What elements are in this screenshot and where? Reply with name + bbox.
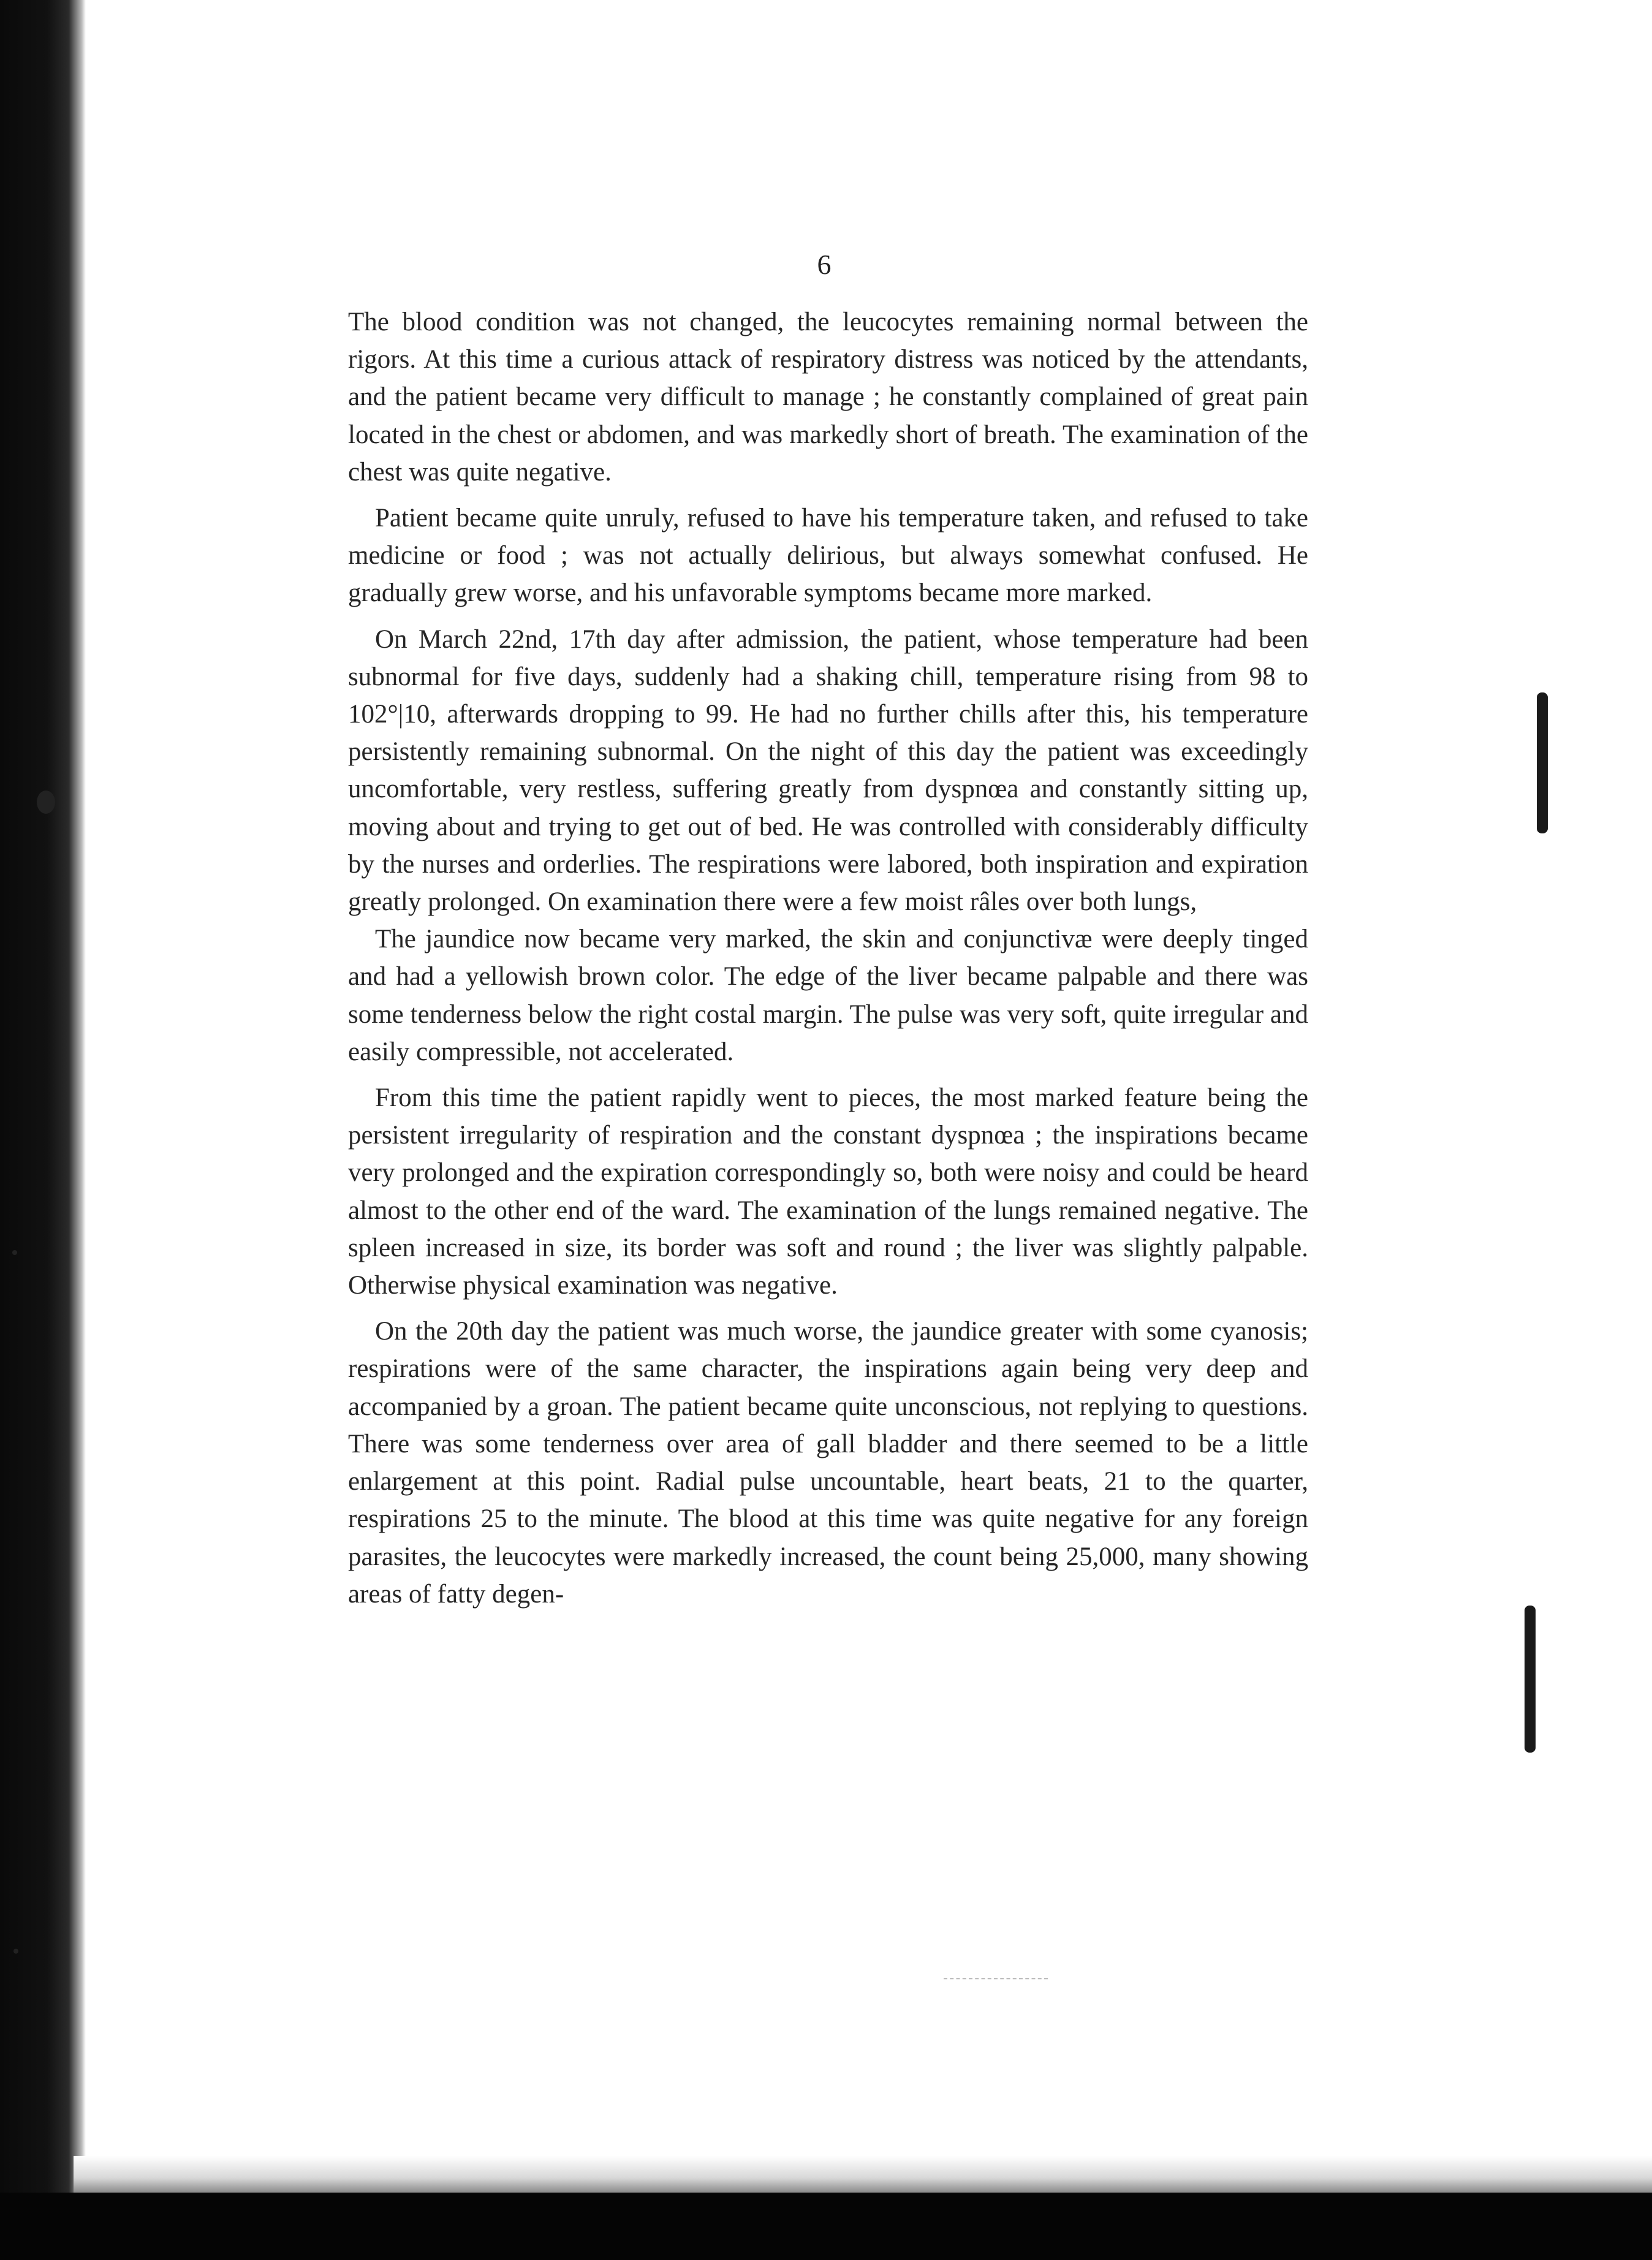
paragraph: From this time the patient rapidly went to pieces, the most marked feature being the persistent irregularity of respiration and the constant dyspnœa ; the inspirations became very prolonged and the expiration correspondingly so, both were noisy and could be heard almost to the other end of the ward. The examination of the lungs remained negative. The spleen increased in size, its border was soft and round ; the liver was slightly palpable. Otherwise physical examination was negative. xyxy=(348,1083,1308,1300)
binding-mark xyxy=(1537,692,1548,833)
footer-rule xyxy=(944,1978,1048,1979)
paragraph: Patient became quite unruly, refused to have his temperature taken, and refused to take medicine or food ; was not actually delirious, but always somewhat confused. He gradually grew worse, and his unfavorable symptoms became more marked. xyxy=(348,504,1308,608)
page-number: 6 xyxy=(817,249,832,280)
paragraph: On the 20th day the patient was much worse, the jaundice greater with some cyanosis; respirations were of the same character, the inspirations again being very deep and accompanied by a groan. The patient became quite unconscious, not replying to questions. There was some tenderness over area of gall bladder and there seemed to be a little enlargement at this point. Radial pulse uncountable, heart beats, 21 to the quarter, respirations 25 to the minute. The blood at this time was quite negative for any foreign parasites, the leucocytes were markedly increased, the count being 25,000, many showing areas of fatty degen- xyxy=(348,1317,1308,1609)
paragraph: On March 22nd, 17th day after admission, the patient, whose temperature had been subnormal for five days, suddenly had a shaking chill, temperature rising from 98 to 102°|10, afterwards dropping to 99. He had no further chills after this, his temperature persistently remaining subnormal. On the night of this day the patient was exceedingly uncomfortable, very restless, suffering greatly from dyspnœa and constantly sitting up, moving about and trying to get out of bed. He was controlled with considerably difficulty by the nurses and orderlies. The respirations were labored, both inspiration and expiration greatly prolonged. On examination there were a few moist râles over both lungs, xyxy=(348,624,1308,917)
paragraph: The blood condition was not changed, the leucocytes remaining normal between the rigors. At this time a curious attack of respiratory distress was noticed by the attendants, and the patient became very difficult to manage ; he constantly complained of great pain located in the chest or abdomen, and was markedly short of breath. The examination of the chest was quite negative. xyxy=(348,308,1308,487)
scan-bottom-margin xyxy=(0,2193,1652,2260)
scan-bottom-shadow xyxy=(74,2156,1652,2193)
paragraph: The jaundice now became very marked, the skin and conjunctivæ were deeply tinged and had a yellowish brown color. The edge of the liver became palpable and there was some tenderness below the right costal margin. The pulse was very soft, quite irregular and easily compressible, not accelerated. xyxy=(348,925,1308,1066)
scan-speck xyxy=(37,791,55,814)
scan-speck xyxy=(13,1949,18,1954)
scan-left-margin xyxy=(0,0,86,2260)
scan-speck xyxy=(12,1250,17,1255)
body-text xyxy=(348,303,1308,1621)
binding-mark xyxy=(1525,1606,1536,1753)
